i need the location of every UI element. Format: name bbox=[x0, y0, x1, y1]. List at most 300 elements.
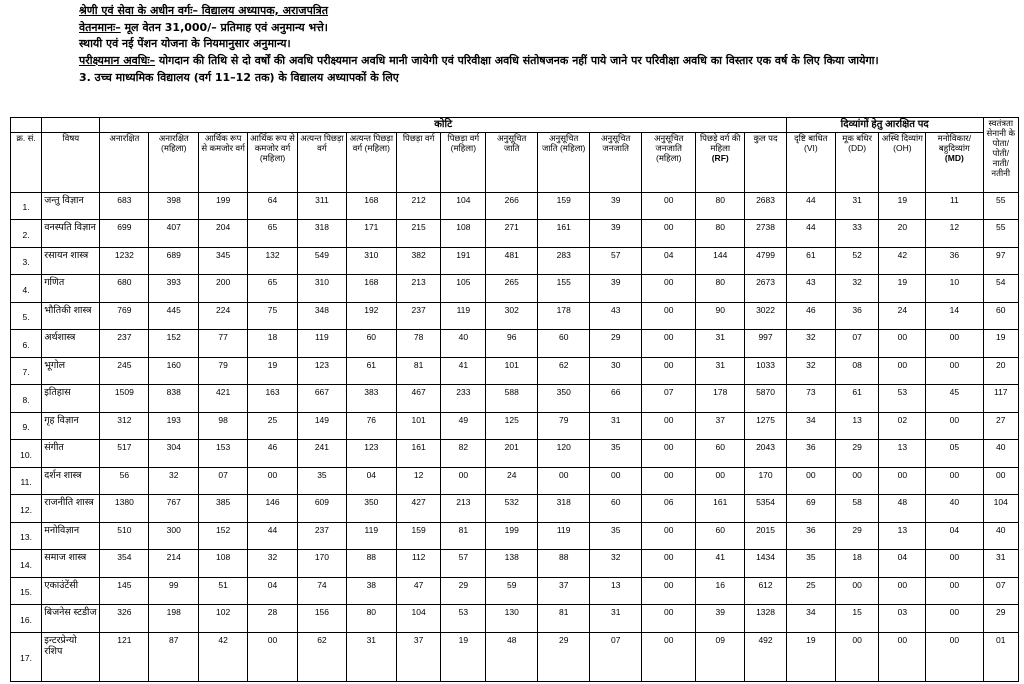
row-value: 193 bbox=[149, 412, 199, 439]
row-value: 667 bbox=[297, 385, 346, 412]
row-value: 11 bbox=[926, 193, 983, 220]
row-value: 40 bbox=[983, 440, 1019, 467]
row-value: 168 bbox=[346, 193, 396, 220]
row-value: 00 bbox=[642, 330, 696, 357]
row-value: 117 bbox=[983, 385, 1019, 412]
row-value: 612 bbox=[745, 577, 787, 604]
row-value: 13 bbox=[879, 522, 926, 549]
row-value: 120 bbox=[538, 440, 590, 467]
row-value: 13 bbox=[590, 577, 642, 604]
blank-cell bbox=[42, 118, 100, 133]
row-value: 13 bbox=[879, 440, 926, 467]
row-value: 31 bbox=[983, 550, 1019, 577]
table-row bbox=[11, 522, 1019, 549]
table-row bbox=[11, 275, 1019, 302]
row-value: 149 bbox=[297, 412, 346, 439]
row-value: 06 bbox=[642, 495, 696, 522]
col-unreserved-women: अनारक्षित (महिला) bbox=[149, 133, 199, 193]
row-value: 769 bbox=[100, 302, 149, 329]
row-subject: बिजनेस स्टडीज bbox=[42, 605, 100, 632]
row-value: 53 bbox=[441, 605, 486, 632]
row-value: 07 bbox=[590, 632, 642, 681]
row-value: 237 bbox=[396, 302, 441, 329]
row-value: 19 bbox=[879, 275, 926, 302]
row-value: 104 bbox=[441, 193, 486, 220]
col-total: कुल पद bbox=[745, 133, 787, 193]
row-value: 35 bbox=[590, 522, 642, 549]
row-value: 58 bbox=[835, 495, 879, 522]
row-value: 10 bbox=[926, 275, 983, 302]
table-row bbox=[11, 632, 1019, 681]
row-value: 00 bbox=[441, 467, 486, 494]
row-value: 532 bbox=[486, 495, 538, 522]
row-value: 145 bbox=[100, 577, 149, 604]
row-value: 31 bbox=[590, 412, 642, 439]
row-value: 213 bbox=[441, 495, 486, 522]
row-value: 12 bbox=[926, 220, 983, 247]
row-value: 300 bbox=[149, 522, 199, 549]
row-value: 00 bbox=[642, 220, 696, 247]
col-ebc: अत्यन्त पिछड़ा वर्ग bbox=[297, 133, 346, 193]
row-value: 32 bbox=[786, 357, 835, 384]
table-row bbox=[11, 357, 1019, 384]
row-value: 445 bbox=[149, 302, 199, 329]
row-value: 00 bbox=[642, 440, 696, 467]
row-value: 427 bbox=[396, 495, 441, 522]
row-value: 00 bbox=[926, 577, 983, 604]
col-ews-women: आर्थिक रूप से कमजोर वर्ग (महिला) bbox=[248, 133, 298, 193]
row-value: 245 bbox=[100, 357, 149, 384]
row-value: 00 bbox=[642, 302, 696, 329]
row-value: 192 bbox=[346, 302, 396, 329]
row-value: 49 bbox=[441, 412, 486, 439]
row-value: 123 bbox=[297, 357, 346, 384]
row-value: 1275 bbox=[745, 412, 787, 439]
row-value: 119 bbox=[441, 302, 486, 329]
row-value: 38 bbox=[346, 577, 396, 604]
row-value: 07 bbox=[642, 385, 696, 412]
row-value: 108 bbox=[441, 220, 486, 247]
row-value: 41 bbox=[441, 357, 486, 384]
row-value: 191 bbox=[441, 247, 486, 274]
col-sn: क्र. सं. bbox=[11, 133, 42, 193]
row-value: 20 bbox=[879, 220, 926, 247]
row-value: 08 bbox=[835, 357, 879, 384]
row-value: 492 bbox=[745, 632, 787, 681]
row-value: 382 bbox=[396, 247, 441, 274]
row-sn: 17. bbox=[11, 632, 42, 681]
row-value: 00 bbox=[926, 467, 983, 494]
row-value: 146 bbox=[248, 495, 298, 522]
row-value: 61 bbox=[835, 385, 879, 412]
row-value: 101 bbox=[486, 357, 538, 384]
row-value: 09 bbox=[696, 632, 745, 681]
row-value: 36 bbox=[926, 247, 983, 274]
section-title: 3. उच्च माध्यमिक विद्यालय (वर्ग 11–12 तक) के विद्यालय अध्यापकों के लिए bbox=[79, 71, 399, 84]
row-value: 310 bbox=[346, 247, 396, 274]
row-value: 31 bbox=[696, 330, 745, 357]
row-value: 60 bbox=[983, 302, 1019, 329]
row-value: 304 bbox=[149, 440, 199, 467]
col-oh: अस्थि दिव्यांग (OH) bbox=[879, 133, 926, 193]
row-value: 1380 bbox=[100, 495, 149, 522]
row-value: 683 bbox=[100, 193, 149, 220]
row-value: 81 bbox=[396, 357, 441, 384]
row-value: 31 bbox=[696, 357, 745, 384]
row-value: 18 bbox=[835, 550, 879, 577]
row-value: 37 bbox=[538, 577, 590, 604]
row-value: 178 bbox=[696, 385, 745, 412]
row-value: 19 bbox=[786, 632, 835, 681]
row-value: 80 bbox=[696, 193, 745, 220]
row-value: 153 bbox=[199, 440, 248, 467]
row-value: 96 bbox=[486, 330, 538, 357]
row-subject: मनोविज्ञान bbox=[42, 522, 100, 549]
row-value: 121 bbox=[100, 632, 149, 681]
row-value: 609 bbox=[297, 495, 346, 522]
row-value: 37 bbox=[396, 632, 441, 681]
row-value: 318 bbox=[538, 495, 590, 522]
row-value: 1033 bbox=[745, 357, 787, 384]
row-value: 28 bbox=[248, 605, 298, 632]
row-value: 24 bbox=[879, 302, 926, 329]
row-value: 42 bbox=[199, 632, 248, 681]
col-bc-women: पिछड़ा वर्ग (महिला) bbox=[441, 133, 486, 193]
row-sn: 9. bbox=[11, 412, 42, 439]
row-value: 65 bbox=[248, 220, 298, 247]
row-value: 29 bbox=[983, 605, 1019, 632]
col-subject: विषय bbox=[42, 133, 100, 193]
row-value: 00 bbox=[642, 412, 696, 439]
row-value: 549 bbox=[297, 247, 346, 274]
row-value: 2673 bbox=[745, 275, 787, 302]
row-value: 467 bbox=[396, 385, 441, 412]
row-value: 19 bbox=[441, 632, 486, 681]
row-value: 00 bbox=[879, 467, 926, 494]
category-line: श्रेणी एवं सेवा के अधीन वर्गः– विद्यालय अध्यापक, अराजपत्रित bbox=[79, 4, 329, 17]
row-value: 108 bbox=[199, 550, 248, 577]
row-subject: दर्शन शास्त्र bbox=[42, 467, 100, 494]
row-value: 00 bbox=[642, 522, 696, 549]
table-row bbox=[11, 440, 1019, 467]
row-sn: 3. bbox=[11, 247, 42, 274]
row-sn: 2. bbox=[11, 220, 42, 247]
row-sn: 16. bbox=[11, 605, 42, 632]
row-value: 30 bbox=[590, 357, 642, 384]
row-value: 997 bbox=[745, 330, 787, 357]
vacancy-table bbox=[10, 117, 1019, 682]
row-value: 152 bbox=[149, 330, 199, 357]
row-value: 75 bbox=[248, 302, 298, 329]
row-value: 350 bbox=[346, 495, 396, 522]
category-group-header: कोटि bbox=[100, 118, 786, 133]
row-value: 29 bbox=[835, 440, 879, 467]
col-sc-women: अनुसूचित जाति (महिला) bbox=[538, 133, 590, 193]
table-row bbox=[11, 605, 1019, 632]
row-value: 44 bbox=[786, 193, 835, 220]
row-sn: 4. bbox=[11, 275, 42, 302]
row-value: 125 bbox=[486, 412, 538, 439]
pension-line: स्थायी एवं नई पेंशन योजना के नियमानुसार अनुमान्य। bbox=[79, 37, 291, 50]
row-value: 302 bbox=[486, 302, 538, 329]
row-value: 36 bbox=[786, 522, 835, 549]
row-value: 19 bbox=[879, 193, 926, 220]
row-value: 161 bbox=[538, 220, 590, 247]
table-row bbox=[11, 495, 1019, 522]
row-sn: 10. bbox=[11, 440, 42, 467]
row-value: 168 bbox=[346, 275, 396, 302]
row-value: 119 bbox=[538, 522, 590, 549]
row-value: 44 bbox=[786, 220, 835, 247]
row-value: 97 bbox=[983, 247, 1019, 274]
table-row bbox=[11, 412, 1019, 439]
row-value: 25 bbox=[248, 412, 298, 439]
pay-scale-line: वेतनमानः– मूल वेतन 31,000/– प्रतिमाह एवं अनुमान्य भत्ते। bbox=[79, 20, 328, 34]
row-value: 266 bbox=[486, 193, 538, 220]
row-value: 07 bbox=[199, 467, 248, 494]
row-value: 00 bbox=[926, 412, 983, 439]
row-value: 838 bbox=[149, 385, 199, 412]
row-value: 79 bbox=[199, 357, 248, 384]
row-value: 59 bbox=[486, 577, 538, 604]
row-value: 00 bbox=[786, 467, 835, 494]
row-value: 79 bbox=[538, 412, 590, 439]
row-value: 2043 bbox=[745, 440, 787, 467]
row-value: 53 bbox=[879, 385, 926, 412]
row-value: 74 bbox=[297, 577, 346, 604]
row-value: 156 bbox=[297, 605, 346, 632]
row-value: 44 bbox=[248, 522, 298, 549]
row-value: 510 bbox=[100, 522, 149, 549]
row-value: 1232 bbox=[100, 247, 149, 274]
table-row bbox=[11, 302, 1019, 329]
row-value: 517 bbox=[100, 440, 149, 467]
row-value: 171 bbox=[346, 220, 396, 247]
row-value: 47 bbox=[396, 577, 441, 604]
row-value: 18 bbox=[248, 330, 298, 357]
row-value: 348 bbox=[297, 302, 346, 329]
row-value: 61 bbox=[346, 357, 396, 384]
row-value: 198 bbox=[149, 605, 199, 632]
row-value: 00 bbox=[926, 605, 983, 632]
row-value: 00 bbox=[879, 357, 926, 384]
row-value: 152 bbox=[199, 522, 248, 549]
row-value: 00 bbox=[642, 193, 696, 220]
row-value: 65 bbox=[248, 275, 298, 302]
row-value: 345 bbox=[199, 247, 248, 274]
row-value: 35 bbox=[590, 440, 642, 467]
row-value: 00 bbox=[642, 467, 696, 494]
table-row bbox=[11, 385, 1019, 412]
row-value: 19 bbox=[983, 330, 1019, 357]
row-value: 04 bbox=[879, 550, 926, 577]
row-value: 767 bbox=[149, 495, 199, 522]
row-value: 39 bbox=[696, 605, 745, 632]
row-value: 4799 bbox=[745, 247, 787, 274]
row-value: 07 bbox=[983, 577, 1019, 604]
row-value: 1434 bbox=[745, 550, 787, 577]
row-value: 132 bbox=[248, 247, 298, 274]
row-value: 00 bbox=[642, 357, 696, 384]
row-value: 144 bbox=[696, 247, 745, 274]
row-value: 48 bbox=[486, 632, 538, 681]
row-value: 159 bbox=[396, 522, 441, 549]
row-value: 03 bbox=[879, 605, 926, 632]
row-value: 81 bbox=[538, 605, 590, 632]
row-value: 385 bbox=[199, 495, 248, 522]
row-value: 29 bbox=[590, 330, 642, 357]
row-sn: 6. bbox=[11, 330, 42, 357]
row-value: 01 bbox=[983, 632, 1019, 681]
col-st-women: अनुसूचित जनजाति (महिला) bbox=[642, 133, 696, 193]
row-value: 163 bbox=[248, 385, 298, 412]
row-value: 04 bbox=[248, 577, 298, 604]
row-value: 69 bbox=[786, 495, 835, 522]
row-sn: 7. bbox=[11, 357, 42, 384]
disabled-group-header: दिव्यांगों हेतु आरक्षित पद bbox=[786, 118, 983, 133]
blank-cell bbox=[11, 118, 42, 133]
row-value: 81 bbox=[441, 522, 486, 549]
col-ews: आर्थिक रूप से कमजोर वर्ग bbox=[199, 133, 248, 193]
row-value: 1509 bbox=[100, 385, 149, 412]
row-value: 00 bbox=[879, 632, 926, 681]
row-value: 00 bbox=[248, 467, 298, 494]
row-subject: अर्थशास्त्र bbox=[42, 330, 100, 357]
row-value: 200 bbox=[199, 275, 248, 302]
row-value: 237 bbox=[297, 522, 346, 549]
row-value: 36 bbox=[835, 302, 879, 329]
row-value: 224 bbox=[199, 302, 248, 329]
row-value: 56 bbox=[100, 467, 149, 494]
row-value: 77 bbox=[199, 330, 248, 357]
row-value: 04 bbox=[926, 522, 983, 549]
row-subject: राजनीति शास्त्र bbox=[42, 495, 100, 522]
row-value: 12 bbox=[396, 467, 441, 494]
row-value: 76 bbox=[346, 412, 396, 439]
row-value: 00 bbox=[696, 467, 745, 494]
col-bc-women-rf: पिछड़े वर्ग की महिला (RF) bbox=[696, 133, 745, 193]
row-value: 60 bbox=[538, 330, 590, 357]
row-value: 55 bbox=[983, 193, 1019, 220]
row-value: 1328 bbox=[745, 605, 787, 632]
row-value: 73 bbox=[786, 385, 835, 412]
row-value: 00 bbox=[926, 632, 983, 681]
row-value: 00 bbox=[835, 632, 879, 681]
row-value: 00 bbox=[538, 467, 590, 494]
row-value: 80 bbox=[696, 220, 745, 247]
row-value: 27 bbox=[983, 412, 1019, 439]
row-value: 00 bbox=[926, 357, 983, 384]
row-value: 170 bbox=[745, 467, 787, 494]
row-value: 699 bbox=[100, 220, 149, 247]
row-value: 2015 bbox=[745, 522, 787, 549]
row-value: 00 bbox=[642, 550, 696, 577]
row-value: 481 bbox=[486, 247, 538, 274]
row-value: 201 bbox=[486, 440, 538, 467]
row-value: 155 bbox=[538, 275, 590, 302]
row-value: 237 bbox=[100, 330, 149, 357]
row-value: 00 bbox=[983, 467, 1019, 494]
row-value: 61 bbox=[786, 247, 835, 274]
row-value: 34 bbox=[786, 605, 835, 632]
row-sn: 5. bbox=[11, 302, 42, 329]
row-value: 5354 bbox=[745, 495, 787, 522]
row-value: 112 bbox=[396, 550, 441, 577]
row-value: 57 bbox=[441, 550, 486, 577]
row-value: 31 bbox=[835, 193, 879, 220]
row-value: 241 bbox=[297, 440, 346, 467]
row-value: 32 bbox=[786, 330, 835, 357]
col-dd: मूक बधिर (DD) bbox=[835, 133, 879, 193]
table-body bbox=[11, 193, 1019, 682]
table-row bbox=[11, 247, 1019, 274]
row-value: 00 bbox=[835, 577, 879, 604]
row-value: 57 bbox=[590, 247, 642, 274]
row-value: 00 bbox=[642, 275, 696, 302]
row-value: 160 bbox=[149, 357, 199, 384]
row-value: 29 bbox=[835, 522, 879, 549]
row-value: 98 bbox=[199, 412, 248, 439]
row-value: 32 bbox=[248, 550, 298, 577]
row-value: 588 bbox=[486, 385, 538, 412]
row-value: 20 bbox=[983, 357, 1019, 384]
row-subject: समाज शास्त्र bbox=[42, 550, 100, 577]
row-value: 383 bbox=[346, 385, 396, 412]
row-sn: 11. bbox=[11, 467, 42, 494]
col-sc: अनुसूचित जाति bbox=[486, 133, 538, 193]
row-sn: 12. bbox=[11, 495, 42, 522]
row-value: 00 bbox=[926, 330, 983, 357]
row-sn: 15. bbox=[11, 577, 42, 604]
row-subject: रसायन शास्त्र bbox=[42, 247, 100, 274]
row-value: 05 bbox=[926, 440, 983, 467]
row-value: 3022 bbox=[745, 302, 787, 329]
row-value: 393 bbox=[149, 275, 199, 302]
row-value: 32 bbox=[590, 550, 642, 577]
row-value: 161 bbox=[696, 495, 745, 522]
row-value: 82 bbox=[441, 440, 486, 467]
row-value: 161 bbox=[396, 440, 441, 467]
row-value: 16 bbox=[696, 577, 745, 604]
row-value: 40 bbox=[441, 330, 486, 357]
row-value: 39 bbox=[590, 220, 642, 247]
row-value: 215 bbox=[396, 220, 441, 247]
row-value: 46 bbox=[786, 302, 835, 329]
row-value: 31 bbox=[590, 605, 642, 632]
row-value: 66 bbox=[590, 385, 642, 412]
row-value: 46 bbox=[248, 440, 298, 467]
row-value: 43 bbox=[590, 302, 642, 329]
col-st: अनुसूचित जनजाति bbox=[590, 133, 642, 193]
row-value: 99 bbox=[149, 577, 199, 604]
col-md: मनोविकार/ बहुदिव्यांग (MD) bbox=[926, 133, 983, 193]
row-value: 00 bbox=[926, 550, 983, 577]
row-value: 35 bbox=[297, 467, 346, 494]
row-value: 265 bbox=[486, 275, 538, 302]
row-value: 2683 bbox=[745, 193, 787, 220]
row-subject: एकाउंटेंसी bbox=[42, 577, 100, 604]
row-value: 24 bbox=[486, 467, 538, 494]
row-value: 271 bbox=[486, 220, 538, 247]
row-value: 105 bbox=[441, 275, 486, 302]
row-value: 43 bbox=[786, 275, 835, 302]
row-value: 33 bbox=[835, 220, 879, 247]
col-ebc-women: अत्यन्त पिछड़ा वर्ग (महिला) bbox=[346, 133, 396, 193]
row-value: 199 bbox=[199, 193, 248, 220]
row-value: 680 bbox=[100, 275, 149, 302]
row-value: 00 bbox=[642, 577, 696, 604]
row-subject: भौतिकी शास्त्र bbox=[42, 302, 100, 329]
